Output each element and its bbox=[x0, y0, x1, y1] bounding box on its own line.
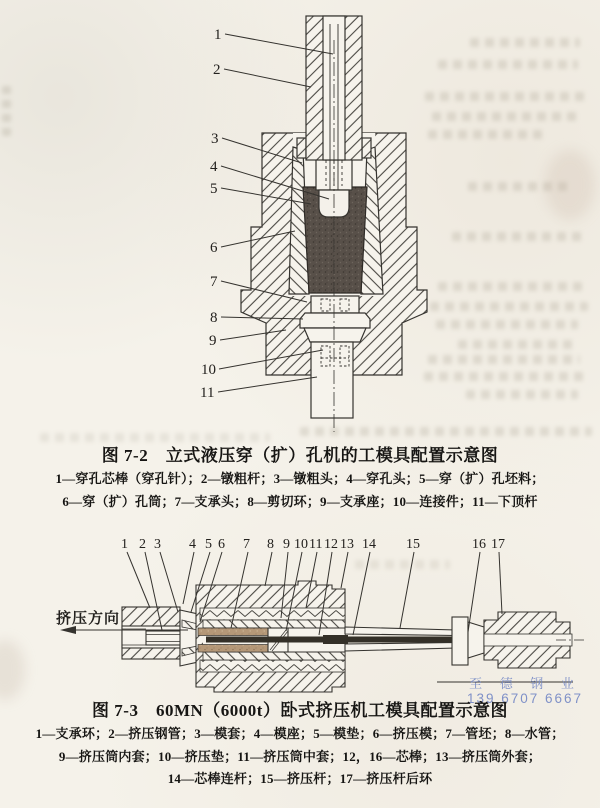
arrowhead bbox=[60, 626, 76, 634]
part-label: 3 bbox=[154, 537, 161, 552]
part-label: 9 bbox=[283, 537, 290, 552]
part-label: 3 bbox=[211, 131, 219, 147]
figure-7-3-caption bbox=[0, 699, 600, 791]
support-head bbox=[311, 296, 359, 313]
die-holder bbox=[180, 610, 198, 666]
part-label: 8 bbox=[210, 310, 218, 326]
part-label: 10 bbox=[201, 362, 216, 378]
container-middle-sleeve-bottom bbox=[200, 660, 345, 672]
container-inner-sleeve-bottom bbox=[203, 652, 345, 660]
stem-cone bbox=[468, 622, 484, 658]
figure-7-2-caption bbox=[0, 444, 600, 513]
figure-7-2-title: 图 7-2 立式液压穿（扩）孔机的工模具配置示意图 bbox=[101, 446, 499, 465]
tube-billet-bottom bbox=[198, 645, 268, 653]
figure-7-2-legend-line-1: 1—穿孔芯棒（穿孔针）；2—镦粗杆；3—镦粗头；4—穿孔头；5—穿（扩）孔坯料； bbox=[55, 471, 545, 486]
part-label: 10 bbox=[294, 537, 308, 552]
part-label: 12 bbox=[324, 537, 338, 552]
stem-flange bbox=[452, 617, 468, 665]
watermark-phone: 139 6707 6667 bbox=[466, 691, 584, 706]
upsetting-rod-collar-right bbox=[362, 138, 371, 158]
watermark-company: 至 德 钢 业 bbox=[469, 676, 581, 691]
tube-billet-top bbox=[198, 628, 268, 636]
extrusion-stem-top-wall bbox=[345, 627, 456, 636]
upsetting-rod-collar-left bbox=[297, 138, 306, 158]
container-inner-sleeve-top bbox=[203, 620, 345, 628]
figure-7-3-legend-line-3: 14—芯棒连杆；15—挤压杆；17—挤压杆后环 bbox=[167, 771, 433, 786]
figure-7-3-legend-line-1: 1—支承环；2—挤压钢管；3—模套；4—模座；5—模垫；6—挤压模；7—管坯；8—水管； bbox=[35, 726, 565, 741]
part-label: 15 bbox=[406, 537, 420, 552]
part-label: 11 bbox=[309, 537, 323, 552]
part-label: 13 bbox=[340, 537, 354, 552]
part-label: 1 bbox=[121, 537, 128, 552]
part-label: 17 bbox=[491, 537, 505, 552]
part-label: 14 bbox=[362, 537, 376, 552]
part-label: 2 bbox=[139, 537, 146, 552]
part-number-labels bbox=[200, 27, 222, 401]
figure-7-2-legend-line-2: 6—穿（扩）孔筒；7—支承头；8—剪切环；9—支承座；10—连接件；11—下顶杆 bbox=[62, 493, 538, 509]
figure-7-3-legend-line-2: 9—挤压筒内套；10—挤压垫；11—挤压筒中套；12，16—芯棒；13—挤压筒外套； bbox=[58, 748, 542, 764]
part-label: 7 bbox=[243, 537, 250, 552]
part-label: 6 bbox=[218, 537, 225, 552]
figure-7-3-title: 图 7-3 60MN（6000t）卧式挤压机工模具配置示意图 bbox=[92, 701, 508, 720]
part-label: 11 bbox=[200, 385, 215, 401]
shear-ring bbox=[300, 313, 370, 328]
part-label: 8 bbox=[267, 537, 274, 552]
lower-ejector-rod bbox=[311, 342, 353, 418]
part-label: 2 bbox=[213, 62, 221, 78]
extrusion-direction-label: 挤压方向 bbox=[56, 611, 121, 627]
part-label: 1 bbox=[214, 27, 222, 43]
extrusion-stem-bottom-wall bbox=[345, 643, 456, 652]
part-label: 4 bbox=[210, 159, 218, 175]
part-label: 6 bbox=[210, 240, 218, 256]
part-label: 7 bbox=[210, 274, 218, 290]
part-label: 9 bbox=[209, 333, 217, 349]
part-label: 5 bbox=[210, 181, 218, 197]
mandrel-coupling bbox=[323, 635, 348, 644]
part-label: 16 bbox=[472, 537, 486, 552]
part-label: 4 bbox=[189, 537, 196, 552]
support-collar bbox=[304, 328, 366, 342]
part-label: 5 bbox=[205, 537, 212, 552]
part-number-labels bbox=[121, 537, 505, 552]
